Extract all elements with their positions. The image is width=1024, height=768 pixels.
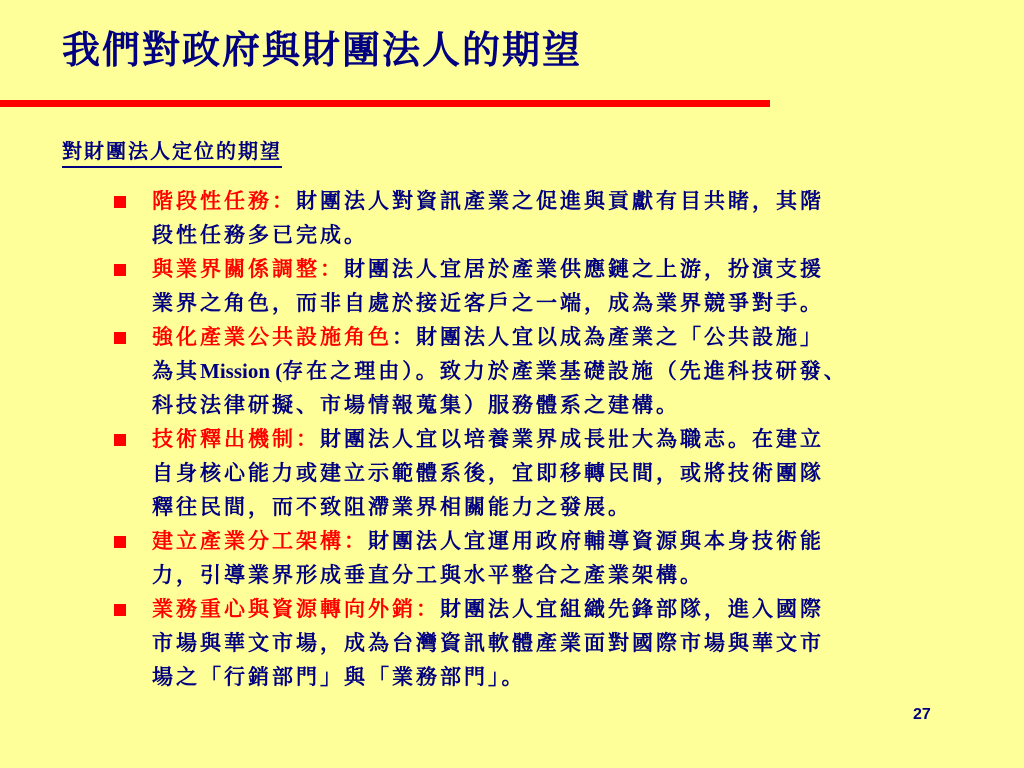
bullet-item-public-infrastructure — [112, 320, 992, 422]
bullet-line — [152, 354, 992, 388]
bullet-text: 財團法人宜居於產業供應鏈之上游，扮演支援 — [344, 256, 824, 281]
red-square-bullet-icon — [114, 434, 126, 446]
bullet-item-export-focus — [112, 592, 992, 694]
bullet-item-industry-relations — [112, 252, 992, 320]
bullet-line: 場之「行銷部門」與「業務部門」。 — [152, 664, 526, 689]
red-square-bullet-icon — [114, 196, 126, 208]
bullet-text: 財團法人對資訊產業之促進與貢獻有目共睹，其階 — [296, 188, 824, 213]
bullet-line — [152, 252, 992, 286]
section-subtitle: 對財團法人定位的期望 — [62, 136, 282, 168]
red-square-bullet-icon — [114, 536, 126, 548]
bullet-key: 技術釋出機制： — [152, 426, 320, 451]
red-square-bullet-icon — [114, 604, 126, 616]
bullet-line — [152, 320, 992, 354]
bullet-line: 自身核心能力或建立示範體系後，宜即移轉民間，或將技術團隊 — [152, 460, 824, 485]
slide-title: 我們對政府與財團法人的期望 — [62, 27, 583, 72]
bullet-text: 財團法人宜以培養業界成長壯大為職志。在建立 — [320, 426, 824, 451]
mission-term: Mission ( — [200, 359, 283, 383]
bullet-line — [152, 524, 992, 558]
bullet-item-technology-transfer — [112, 422, 992, 524]
bullet-key: 強化產業公共設施角色 — [152, 324, 392, 349]
bullet-text: ：財團法人宜以成為產業之「公共設施」 — [392, 324, 824, 349]
bullet-text: 財團法人宜運用政府輔導資源與本身技術能 — [368, 528, 824, 553]
bullet-line: 科技法律研擬、市場情報蒐集）服務體系之建構。 — [152, 392, 680, 417]
title-divider — [0, 100, 770, 107]
bullet-key: 與業界關係調整： — [152, 256, 344, 281]
bullet-key: 建立產業分工架構： — [152, 528, 368, 553]
red-square-bullet-icon — [114, 264, 126, 276]
red-square-bullet-icon — [114, 332, 126, 344]
bullet-line — [152, 184, 992, 218]
bullet-item-industry-structure — [112, 524, 992, 592]
bullet-text: 財團法人宜組織先鋒部隊，進入國際 — [440, 596, 824, 621]
expectation-list — [112, 184, 992, 694]
bullet-text: 為其 — [152, 358, 200, 383]
bullet-line: 段性任務多已完成。 — [152, 222, 368, 247]
bullet-line — [152, 422, 992, 456]
bullet-key: 階段性任務： — [152, 188, 296, 213]
bullet-item-phased-mission — [112, 184, 992, 252]
bullet-line: 市場與華文市場，成為台灣資訊軟體產業面對國際市場與華文市 — [152, 630, 824, 655]
bullet-line: 業界之角色，而非自處於接近客戶之一端，成為業界競爭對手。 — [152, 290, 824, 315]
bullet-key: 業務重心與資源轉向外銷： — [152, 596, 440, 621]
bullet-line: 釋往民間，而不致阻滯業界相關能力之發展。 — [152, 494, 632, 519]
bullet-line — [152, 592, 992, 626]
bullet-line: 力，引導業界形成垂直分工與水平整合之產業架構。 — [152, 562, 704, 587]
bullet-text: 存在之理由）。致力於產業基礎設施（先進科技研發、 — [282, 358, 848, 383]
page-number: 27 — [913, 706, 931, 723]
